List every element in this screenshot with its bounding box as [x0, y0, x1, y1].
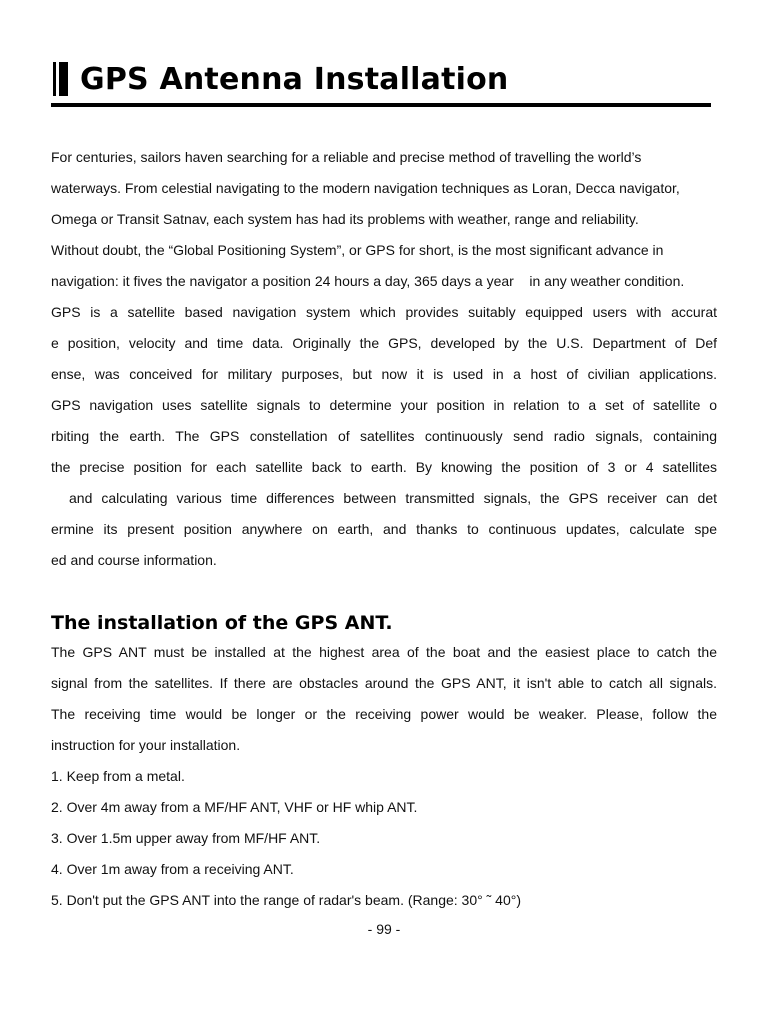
installation-line: instruction for your installation. — [51, 737, 241, 753]
intro-line: the precise position for each satellite back to earth. By knowing the position of 3 or 4 satellites — [51, 459, 717, 475]
installation-line: signal from the satellites. If there are obstacles around the GPS ANT, it isn't able to catch all signals. — [51, 675, 717, 691]
intro-line: For centuries, sailors haven searching for a reliable and precise method of travelling the world’s — [51, 149, 642, 165]
installation-text — [51, 637, 717, 916]
list-item: 2. Over 4m away from a MF/HF ANT, VHF or HF whip ANT. — [51, 799, 418, 815]
page-header — [51, 60, 711, 108]
intro-line: ed and course information. — [51, 552, 217, 568]
intro-text — [51, 142, 717, 576]
list-item: 5. Don't put the GPS ANT into the range of radar's beam. (Range: 30° ˜ 40°) — [51, 892, 521, 908]
page-number: - 99 - — [367, 921, 401, 937]
intro-line: navigation: it fives the navigator a position 24 hours a day, 365 days a year in any weather condition. — [51, 273, 685, 289]
intro-line: and calculating various time differences between transmitted signals, the GPS receiver can det — [51, 490, 717, 506]
intro-line: ermine its present position anywhere on earth, and thanks to continuous updates, calculate spe — [51, 521, 717, 537]
intro-line: Omega or Transit Satnav, each system has had its problems with weather, range and reliability. — [51, 211, 639, 227]
installation-line: The receiving time would be longer or the receiving power would be weaker. Please, follow the — [51, 706, 717, 722]
title-marker-icon — [51, 62, 73, 96]
intro-line: waterways. From celestial navigating to the modern navigation techniques as Loran, Decca navigator, — [51, 180, 680, 196]
title-underline-rule — [51, 103, 711, 107]
list-item: 4. Over 1m away from a receiving ANT. — [51, 861, 294, 877]
section-heading: The installation of the GPS ANT. — [51, 612, 393, 634]
intro-line: ense, was conceived for military purposes, but now it is used in a host of civilian applications. — [51, 366, 717, 382]
intro-line: Without doubt, the “Global Positioning System”, or GPS for short, is the most significant advance in — [51, 242, 664, 258]
intro-line: GPS is a satellite based navigation system which provides suitably equipped users with accurat — [51, 304, 717, 320]
intro-line: rbiting the earth. The GPS constellation of satellites continuously send radio signals, containing — [51, 428, 717, 444]
intro-line: GPS navigation uses satellite signals to determine your position in relation to a set of satellite o — [51, 397, 717, 413]
list-item: 3. Over 1.5m upper away from MF/HF ANT. — [51, 830, 321, 846]
intro-line: e position, velocity and time data. Originally the GPS, developed by the U.S. Department of Def — [51, 335, 717, 351]
page-title: GPS Antenna Installation — [80, 62, 509, 97]
installation-line: The GPS ANT must be installed at the highest area of the boat and the easiest place to catch the — [51, 644, 717, 660]
list-item: 1. Keep from a metal. — [51, 768, 185, 784]
